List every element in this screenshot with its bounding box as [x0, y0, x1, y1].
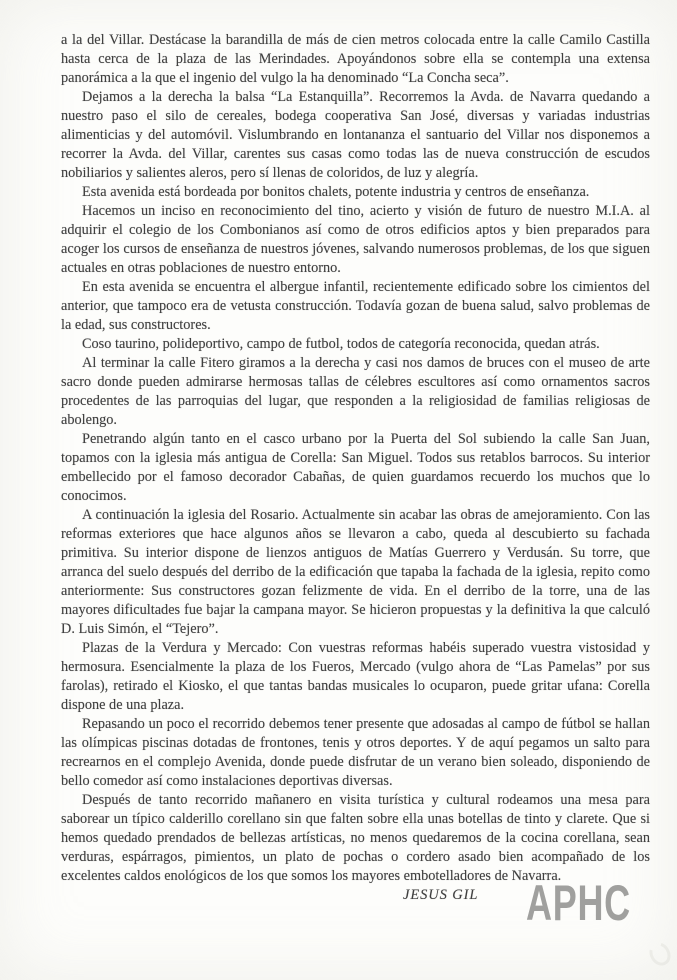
paragraph: A continuación la iglesia del Rosario. Actualmente sin acabar las obras de amejoramiento. Con las reformas exteriores que hace algunos años se llevaron a cabo, queda al descubierto su fachada primitiva. Su interior dispone de lienzos antiguos de Matías Guerrero y Verdusán. Su torre, que arranca del suelo después del derribo de la edificación que tapaba la fachada de la iglesia, repito como anteriormente: Sus constructores gozan felizmente de vida. En el derribo de la torre, una de las mayores dificultades fue bajar la campana mayor. Se hicieron propuestas y la definitiva la que calculó D. Luis Simón, el “Tejero”.	[61, 507, 650, 637]
paragraph: Plazas de la Verdura y Mercado: Con vuestras reformas habéis superado vuestra vistosidad y hermosura. Esencialmente la plaza de los Fueros, Mercado (vulgo ahora de “Las Pamelas” por sus farolas), retirado el Kiosko, el que tantas bandas musicales lo ocuparon, puede gritar ufana: Corella dispone de una plaza.	[61, 640, 650, 713]
paragraph: Dejamos a la derecha la balsa “La Estanquilla”. Recorremos la Avda. de Navarra quedando a nuestro paso el silo de cereales, bodega cooperativa San José, diversas y variadas industrias alimenticias y del automóvil. Vislumbrando en lontananza el santuario del Villar nos disponemos a recorrer la Avda. del Villar, carentes sus casas como todas las de nueva construcción de escudos nobiliarios y salientes aleros, pero sí llenas de coloridos, de luz y alegría.	[61, 89, 650, 181]
paragraph: Repasando un poco el recorrido debemos tener presente que adosadas al campo de fútbol se hallan las olímpicas piscinas dotadas de frontones, tenis y otros deportes. Y de aquí pegamos un salto para recrearnos en el complejo Avenida, donde puede disfrutar de un verano bien soleado, disponiendo de bello comedor así como instalaciones deportivas diversas.	[61, 716, 650, 789]
paragraph: Al terminar la calle Fitero giramos a la derecha y casi nos damos de bruces con el museo de arte sacro donde pueden admirarse hermosas tallas de célebres escultores así como ornamentos sacros procedentes de las parroquias del lugar, que responden a la religiosidad de familias religiosas de abolengo.	[61, 355, 650, 428]
aphc-watermark: APHC	[526, 875, 631, 931]
author-signature: JESUS GIL	[403, 887, 479, 903]
paragraph: En esta avenida se encuentra el albergue infantil, recientemente edificado sobre los cimientos del anterior, que tampoco era de vetusta construcción. Todavía gozan de buena salud, salvo problemas de la edad, sus constructores.	[61, 279, 650, 333]
faint-corner-mark	[645, 939, 674, 970]
paragraph: Penetrando algún tanto en el casco urbano por la Puerta del Sol subiendo la calle San Juan, topamos con la iglesia más antigua de Corella: San Miguel. Todos sus retablos barrocos. Su interior embellecido por el famoso decorador Cabañas, de quien guardamos recuerdo los muchos que lo conocimos.	[61, 431, 650, 504]
paragraph: Después de tanto recorrido mañanero en visita turística y cultural rodeamos una mesa para saborear un típico calderillo corellano sin que falten sobre ella unas botellas de tinto y clarete. Que si hemos quedado prendados de bellezas artísticas, no menos quedaremos de la cocina corellana, sean verduras, espárragos, pimientos, un plato de pochas o cordero asado bien acompañado de los excelentes caldos enológicos de los que somos los mayores embotelladores de Navarra.	[61, 792, 650, 884]
paragraph: a la del Villar. Destácase la barandilla de más de cien metros colocada entre la calle Camilo Castilla hasta cerca de la plaza de las Merindades. Apoyándonos sobre ella se contempla una extensa panorámica a la que el ingenio del vulgo la ha denominado “La Concha seca”.	[61, 32, 650, 86]
paragraph: Coso taurino, polideportivo, campo de futbol, todos de categoría reconocida, quedan atrás.	[82, 336, 600, 352]
document-text-block	[61, 31, 650, 905]
paragraph: Esta avenida está bordeada por bonitos chalets, potente industria y centros de enseñanza.	[82, 184, 590, 200]
paragraph: Hacemos un inciso en reconocimiento del tino, acierto y visión de futuro de nuestro M.I.A. al adquirir el colegio de los Combonianos así como de otros edificios aptos y bien preparados para acoger los cursos de enseñanza de nuestros jóvenes, salvando numerosos problemas, de los que siguen actuales en otras poblaciones de nuestro entorno.	[61, 203, 650, 276]
